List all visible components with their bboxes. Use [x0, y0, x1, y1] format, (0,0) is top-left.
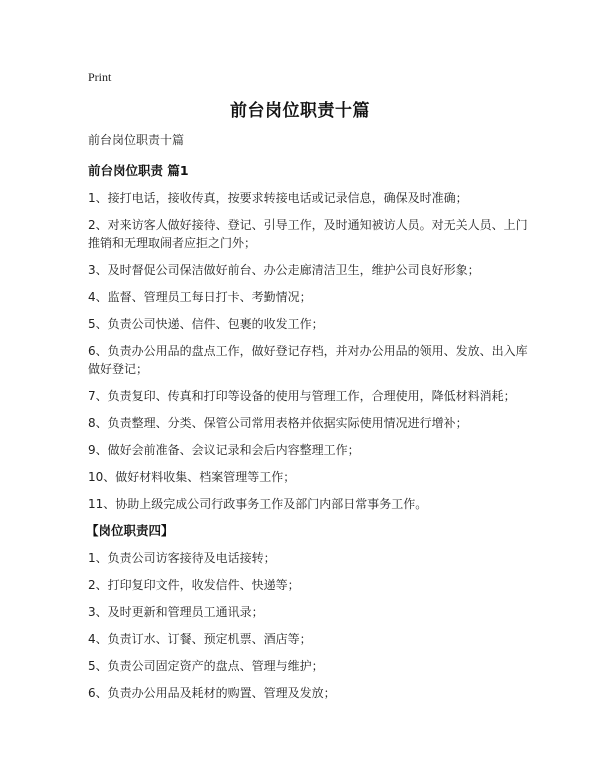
section-heading-2: 【岗位职责四】: [86, 523, 174, 538]
list-item: 2、打印复印文件，收发信件、快递等；: [88, 578, 300, 592]
section-2-list: [88, 549, 528, 702]
list-item: 3、及时更新和管理员工通讯录；: [88, 605, 264, 619]
list-item: 6、负责办公用品的盘点工作，做好登记存档，并对办公用品的领用、发放、出入库做好登记；: [88, 344, 528, 376]
list-item: 11、协助上级完成公司行政事务工作及部门内部日常事务工作。: [88, 497, 428, 511]
list-item: 1、负责公司访客接待及电话接转；: [88, 551, 276, 565]
list-item: 7、负责复印、传真和打印等设备的使用与管理工作，合理使用，降低材料消耗；: [88, 389, 516, 403]
list-item: 5、负责公司固定资产的盘点、管理与维护；: [88, 659, 324, 673]
document-body: [88, 131, 528, 711]
print-label: Print: [88, 70, 112, 84]
list-item: 1、接打电话，接收传真，按要求转接电话或记录信息，确保及时准确；: [88, 191, 468, 205]
list-item: 5、负责公司快递、信件、包裹的收发工作；: [88, 317, 324, 331]
list-item: 6、负责办公用品及耗材的购置、管理及发放；: [88, 686, 336, 700]
list-item: 2、对来访客人做好接待、登记、引导工作，及时通知被访人员。对无关人员、上门推销和无理取闹者应拒之门外；: [88, 218, 528, 250]
section-1-list: [88, 189, 528, 513]
list-item: 4、监督、管理员工每日打卡、考勤情况；: [88, 290, 312, 304]
document-title: 前台岗位职责十篇: [230, 101, 370, 121]
list-item: 4、负责订水、订餐、预定机票、酒店等；: [88, 632, 312, 646]
list-item: 3、及时督促公司保洁做好前台、办公走廊清洁卫生，维护公司良好形象；: [88, 263, 480, 277]
section-heading-1: 前台岗位职责 篇1: [88, 163, 189, 178]
list-item: 9、做好会前准备、会议记录和会后内容整理工作；: [88, 443, 360, 457]
list-item: 10、做好材料收集、档案管理等工作；: [88, 470, 296, 484]
list-item: 8、负责整理、分类、保管公司常用表格并依据实际使用情况进行增补；: [88, 416, 468, 430]
intro-paragraph: 前台岗位职责十篇: [88, 133, 185, 147]
